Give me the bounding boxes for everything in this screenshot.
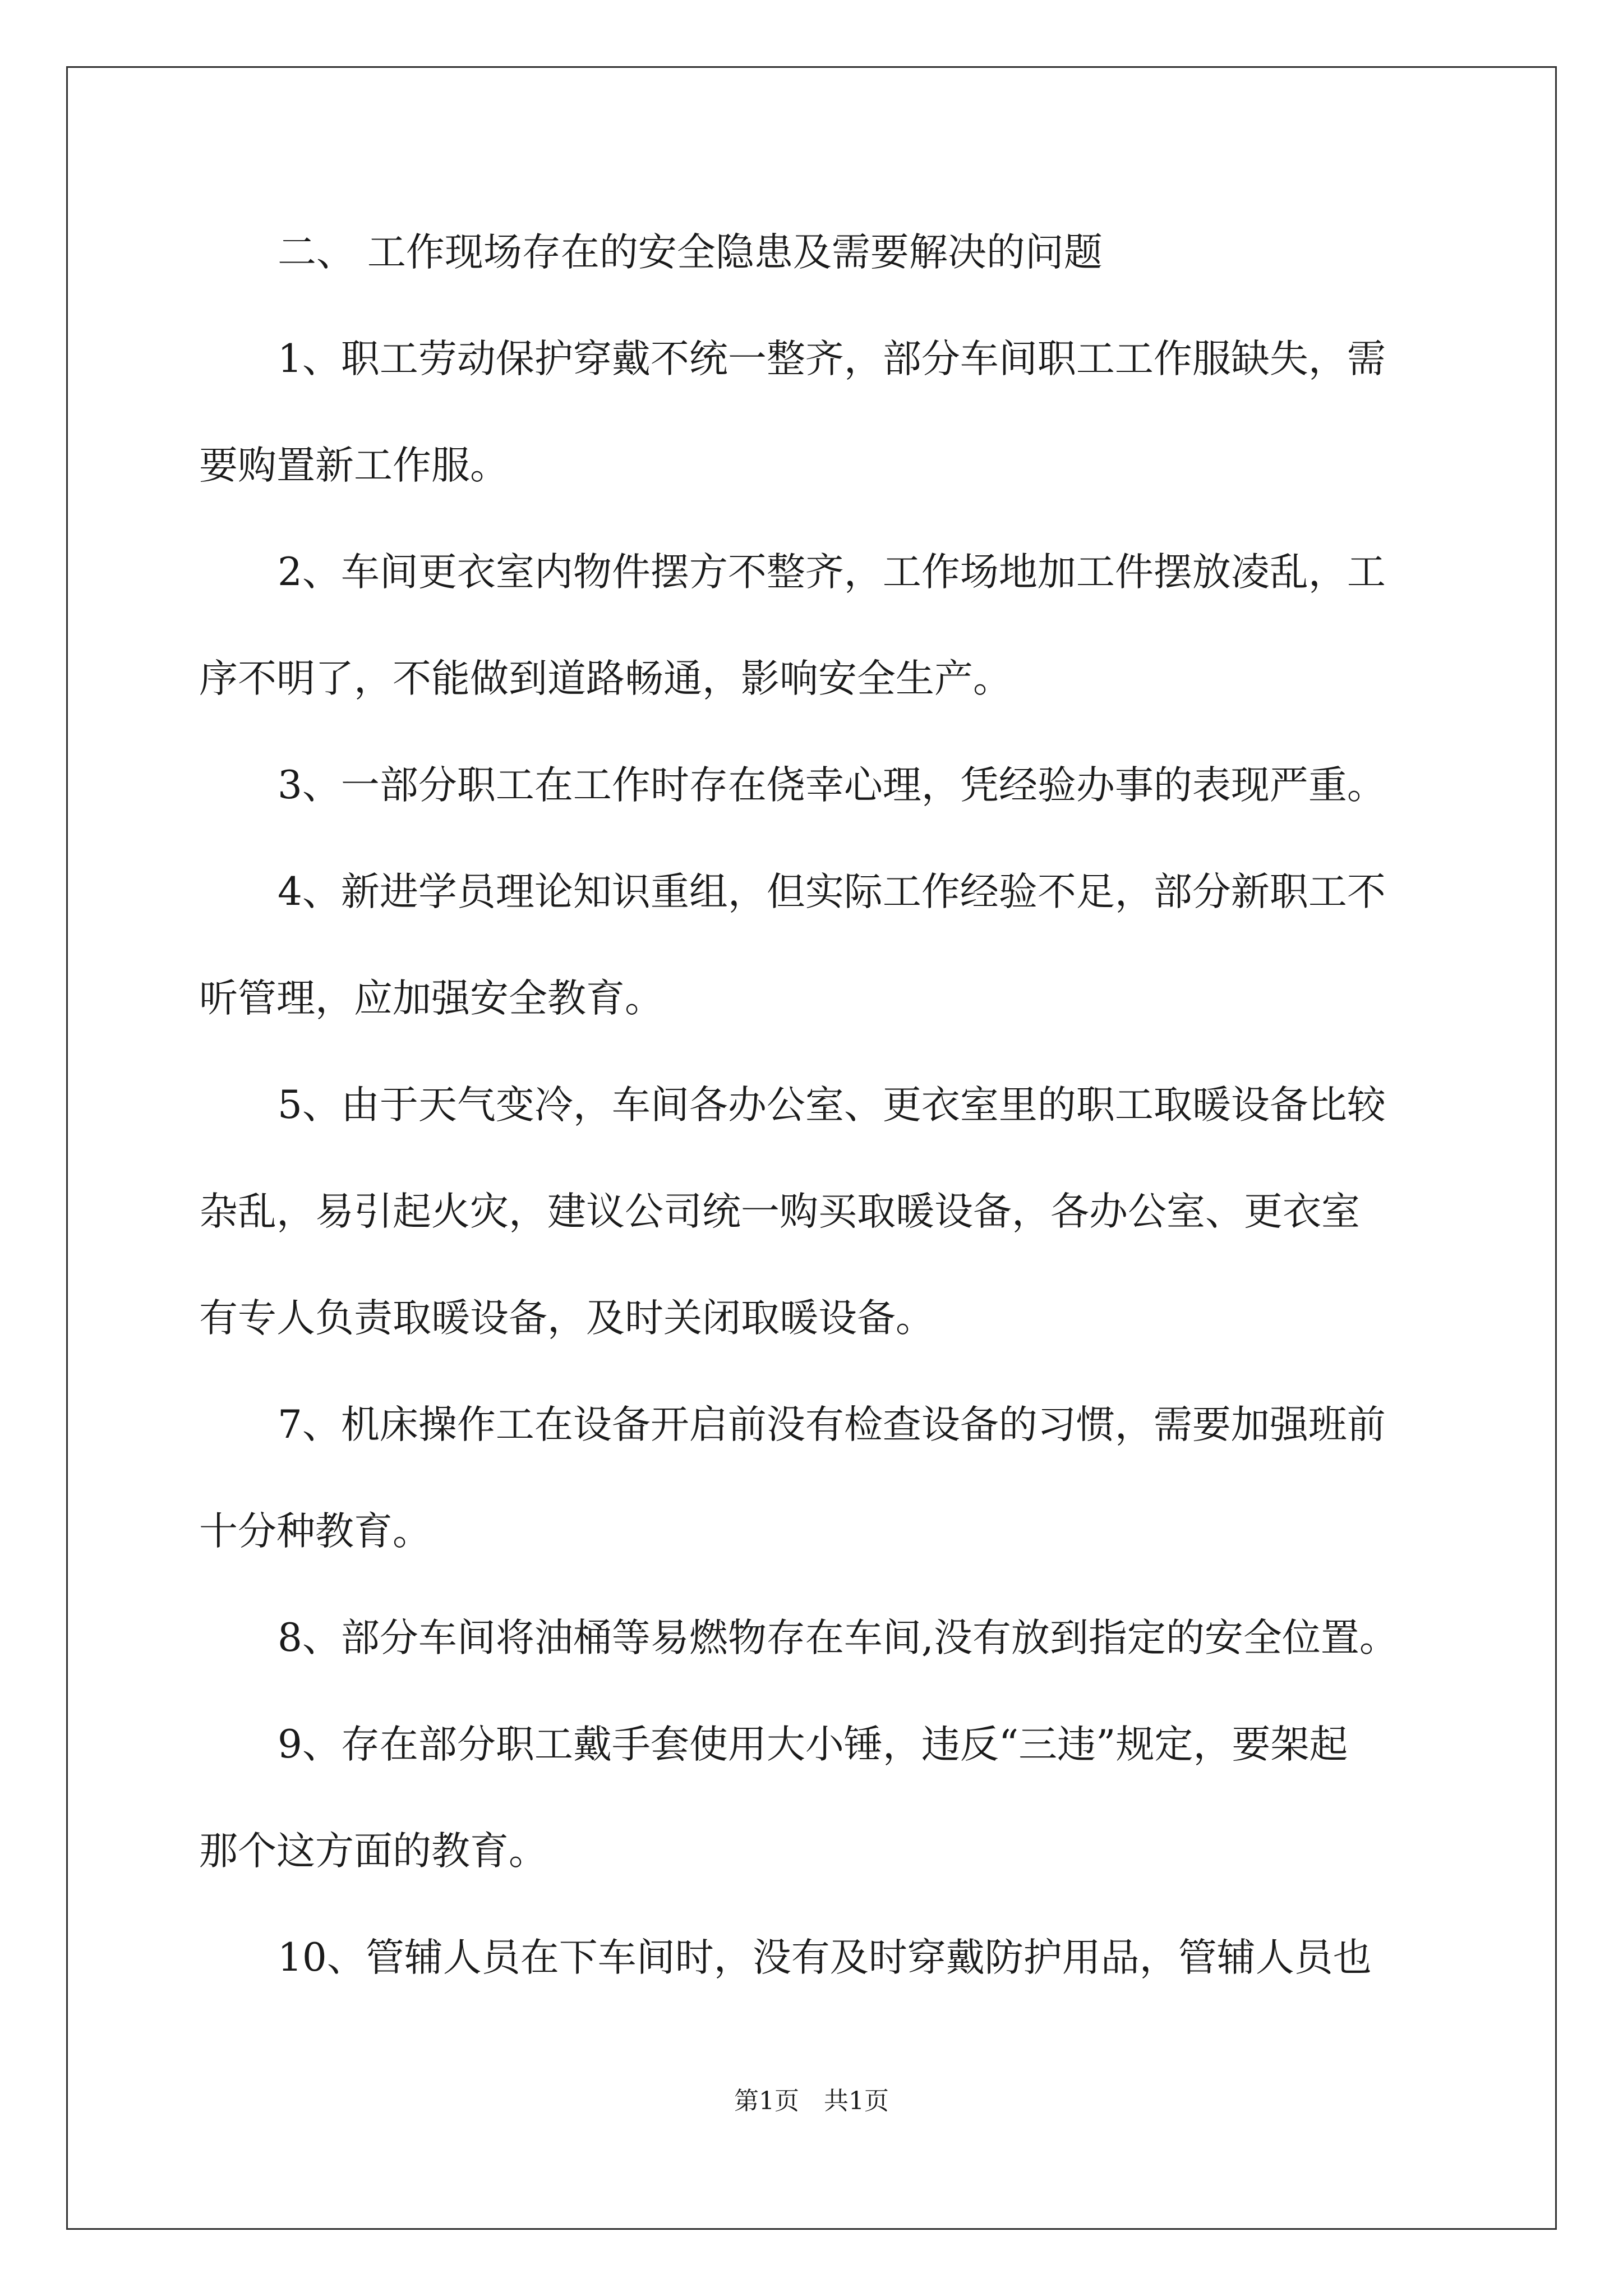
paragraph-line: 杂乱，易引起火灾，建议公司统一购买取暖设备，各办公室、更衣室 <box>199 1189 1360 1234</box>
paragraph-line: 8、部分车间将油桶等易燃物存在车间,没有放到指定的安全位置。 <box>278 1616 1398 1660</box>
paragraph-line: 听管理，应加强安全教育。 <box>199 976 663 1021</box>
section-heading: 二、 工作现场存在的安全隐患及需要解决的问题 <box>278 230 1103 275</box>
paragraph-line: 5、由于天气变冷，车间各办公室、更衣室里的职工取暖设备比较 <box>278 1083 1386 1128</box>
paragraph-line: 十分种教育。 <box>199 1509 431 1554</box>
paragraph-line: 9、存在部分职工戴手套使用大小锤，违反“三违”规定，要架起 <box>278 1722 1348 1767</box>
page-number-footer: 第1页 共1页 <box>734 2087 889 2115</box>
page-border <box>66 66 1557 2230</box>
paragraph-line: 10、管辅人员在下车间时，没有及时穿戴防护用品，管辅人员也 <box>278 1935 1372 1980</box>
paragraph-line: 4、新进学员理论知识重组，但实际工作经验不足，部分新职工不 <box>278 869 1386 914</box>
paragraph-line: 那个这方面的教育。 <box>199 1829 547 1874</box>
paragraph-line: 3、一部分职工在工作时存在侥幸心理，凭经验办事的表现严重。 <box>278 763 1386 808</box>
paragraph-line: 序不明了，不能做到道路畅通，影响安全生产。 <box>199 656 1012 701</box>
paragraph-line: 2、车间更衣室内物件摆方不整齐，工作场地加工件摆放凌乱，工 <box>278 550 1386 595</box>
paragraph-line: 7、机床操作工在设备开启前没有检查设备的习惯，需要加强班前 <box>278 1402 1386 1447</box>
paragraph-line: 1、职工劳动保护穿戴不统一整齐，部分车间职工工作服缺失，需 <box>278 337 1386 381</box>
paragraph-line: 有专人负责取暖设备，及时关闭取暖设备。 <box>199 1296 934 1341</box>
paragraph-line: 要购置新工作服。 <box>199 443 509 488</box>
